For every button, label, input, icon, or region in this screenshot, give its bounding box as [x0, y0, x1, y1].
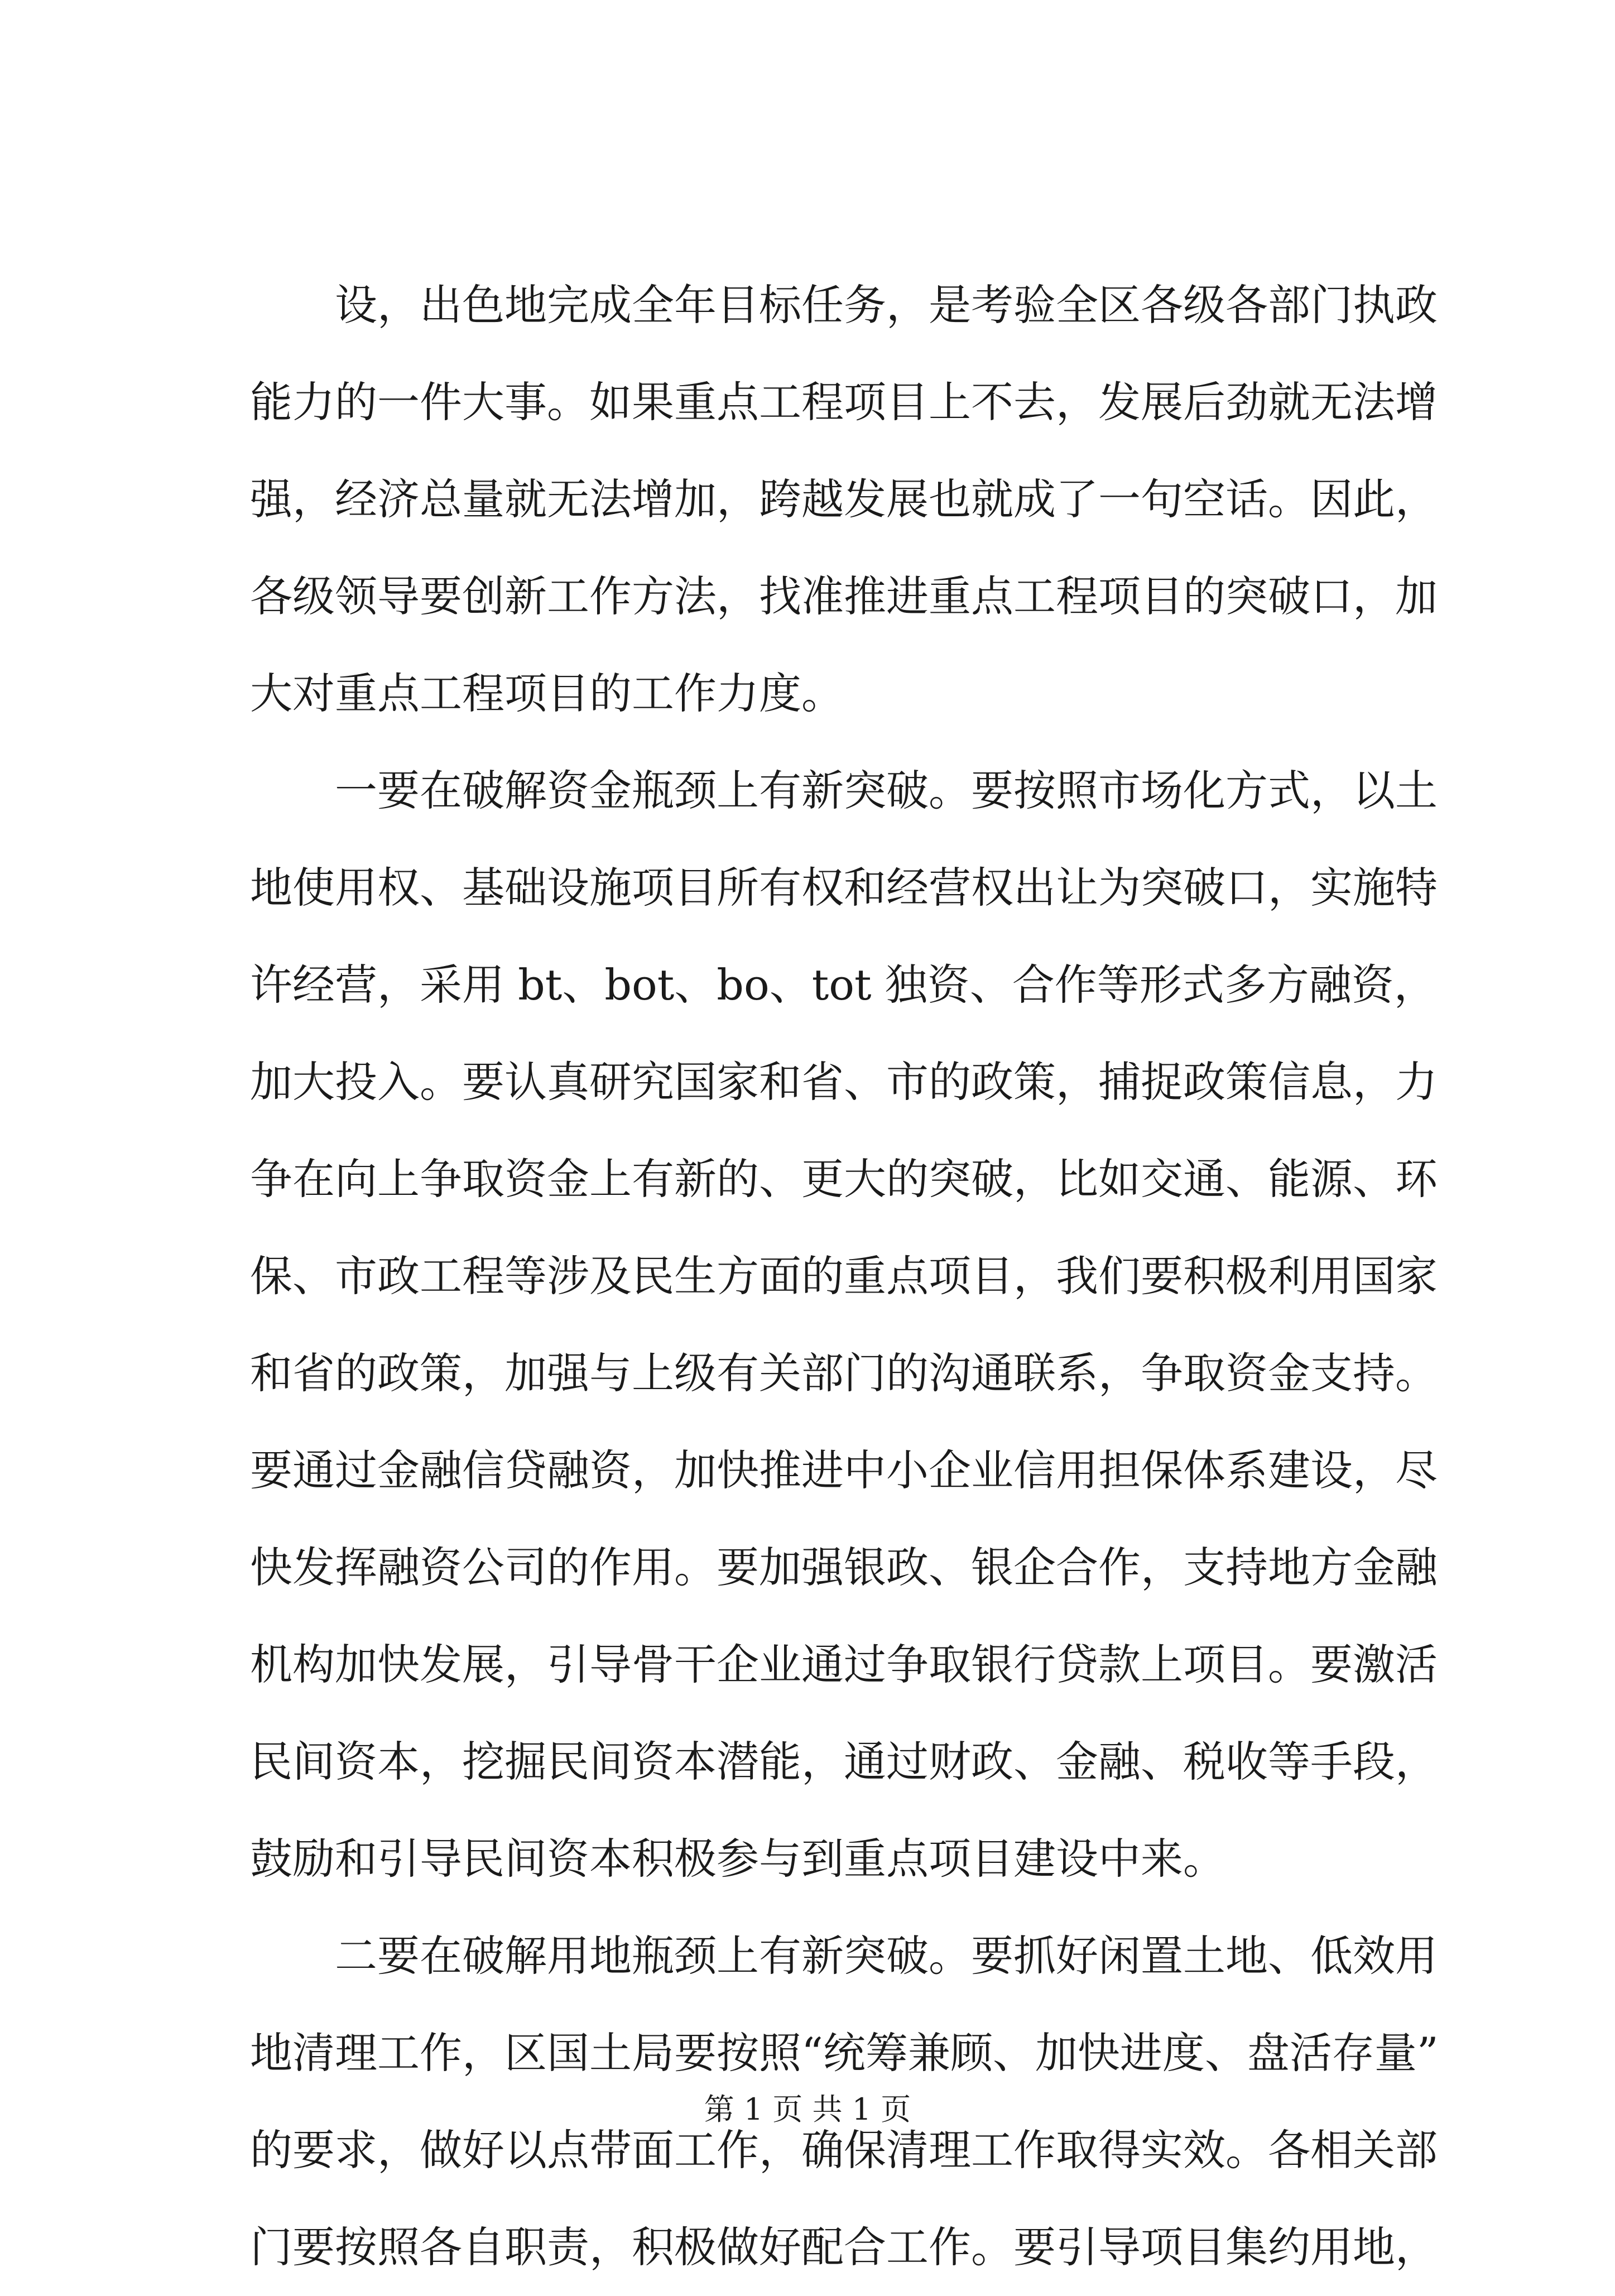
text-line: 机构加快发展，引导骨干企业通过争取银行贷款上项目。要激活 — [250, 1640, 1438, 1689]
text-line: 各级领导要创新工作方法，找准推进重点工程项目的突破口，加 — [250, 571, 1438, 621]
text-line: 争在向上争取资金上有新的、更大的突破，比如交通、能源、环 — [250, 1154, 1438, 1204]
text-line: 强，经济总量就无法增加，跨越发展也就成了一句空话。因此， — [250, 474, 1438, 524]
text-line: 保、市政工程等涉及民生方面的重点项目，我们要积极利用国家 — [250, 1251, 1438, 1301]
text-line: 大对重点工程项目的工作力度。 — [250, 669, 844, 718]
text-line: 许经营，采用 bt、bot、bo、tot 独资、合作等形式多方融资， — [250, 960, 1436, 1010]
text-line: 的要求，做好以点带面工作，确保清理工作取得实效。各相关部 — [250, 2125, 1438, 2175]
document-body — [250, 257, 1439, 2296]
text-line: 鼓励和引导民间资本积极参与到重点项目建设中来。 — [250, 1834, 1225, 1884]
text-line: 和省的政策，加强与上级有关部门的沟通联系，争取资金支持。 — [250, 1348, 1438, 1398]
text-line: 二要在破解用地瓶颈上有新突破。要抓好闲置土地、低效用 — [335, 1931, 1438, 1981]
text-line: 门要按照各自职责，积极做好配合工作。要引导项目集约用地， — [250, 2222, 1438, 2272]
text-line: 地使用权、基础设施项目所有权和经营权出让为突破口，实施特 — [250, 863, 1438, 912]
text-line: 设，出色地完成全年目标任务，是考验全区各级各部门执政 — [335, 280, 1438, 330]
text-line: 快发挥融资公司的作用。要加强银政、银企合作，支持地方金融 — [250, 1543, 1438, 1592]
text-line: 要通过金融信贷融资，加快推进中小企业信用担保体系建设，尽 — [250, 1445, 1438, 1495]
text-line: 地清理工作，区国土局要按照“统筹兼顾、加快进度、盘活存量” — [250, 2028, 1439, 2078]
page-footer: 第 1 页 共 1 页 — [704, 2092, 911, 2127]
text-line: 一要在破解资金瓶颈上有新突破。要按照市场化方式，以土 — [335, 766, 1438, 815]
text-line: 加大投入。要认真研究国家和省、市的政策，捕捉政策信息，力 — [250, 1057, 1438, 1107]
text-line: 能力的一件大事。如果重点工程项目上不去，发展后劲就无法增 — [250, 377, 1438, 427]
text-line: 民间资本，挖掘民间资本潜能，通过财政、金融、税收等手段， — [250, 1737, 1438, 1786]
